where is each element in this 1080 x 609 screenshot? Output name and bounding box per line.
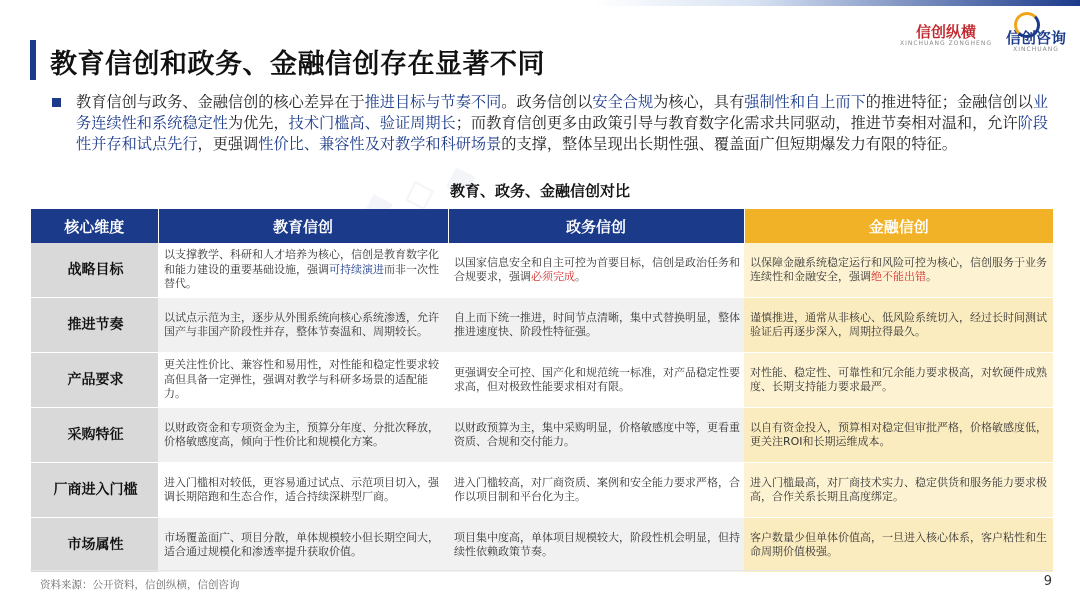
page-number: 9	[1043, 574, 1052, 589]
cell-text: 市场覆盖面广、项目分散，单体规模较小但长期空间大，适合通过规模化和渗透率提升获取价值。	[164, 530, 439, 558]
intro-highlight: 技术门槛高、验证周期长	[288, 114, 456, 132]
cell-text: 以保障金融系统稳定运行和风险可控为核心，信创服务于业务连续性和金融安全，强调	[750, 255, 1047, 283]
row-dimension-label: 推进节奏	[31, 298, 158, 353]
cell-fin	[744, 353, 1053, 408]
cell-edu	[158, 518, 448, 573]
cell-gov	[448, 353, 744, 408]
cell-text: 自上而下统一推进，时间节点清晰，集中式替换明显，整体推进速度快、阶段性特征强。	[454, 310, 740, 338]
cell-text: 进入门槛相对较低，更容易通过试点、示范项目切入，强调长期陪跑和生态合作，适合持续深耕型厂商。	[164, 475, 439, 503]
comparison-table	[31, 209, 1053, 573]
cell-edu	[158, 243, 448, 298]
cell-fin	[744, 408, 1053, 463]
cell-text: 进入门槛较高，对厂商资质、案例和安全能力要求严格，合作以项目制和平台化为主。	[454, 475, 740, 503]
table-row	[31, 408, 1053, 463]
intro-highlight: 阶段性并存和试点先行	[76, 114, 1048, 153]
intro-segment: 为优先，	[227, 114, 289, 132]
table-header-row	[31, 209, 1053, 243]
cell-highlight: 可持续演进	[329, 262, 384, 276]
cell-text: 。	[926, 270, 937, 283]
cell-highlight: 绝不能出错	[871, 270, 926, 283]
watermark: ◆ ◇ ◆	[355, 152, 482, 234]
cell-fin	[744, 298, 1053, 353]
intro-segment: ，更强调	[197, 135, 259, 153]
page-title: 教育信创和政务、金融信创存在显著不同	[50, 49, 545, 80]
row-dimension-label: 战略目标	[31, 243, 158, 298]
cell-gov	[448, 463, 744, 518]
intro-highlight: 安全合规	[592, 93, 654, 111]
cell-fin	[744, 463, 1053, 518]
header-dimension: 核心维度	[31, 209, 158, 243]
header-government: 政务信创	[448, 209, 744, 243]
cell-text: 。	[575, 270, 586, 283]
cell-edu	[158, 353, 448, 408]
intro-highlight: 业务连续性和系统稳定性	[76, 93, 1048, 132]
intro-highlight: 推进目标与节奏不同	[364, 93, 502, 111]
row-dimension-label: 采购特征	[31, 408, 158, 463]
intro-paragraph	[52, 92, 1048, 155]
intro-segment: 教育信创与政务、金融信创的核心差异在于	[76, 93, 365, 111]
table-row	[31, 518, 1053, 573]
intro-text	[52, 92, 1048, 155]
cell-text: 更关注性价比、兼容性和易用性，对性能和稳定性要求较高但具备一定弹性，强调对教学与科研多场景的适配能力。	[164, 358, 439, 401]
cell-text: 谨慎推进，通常从非核心、低风险系统切入，经过长时间测试验证后再逐步深入，周期拉得最久。	[750, 310, 1047, 338]
cell-gov	[448, 518, 744, 573]
cell-text: 客户数量少但单体价值高，一旦进入核心体系，客户粘性和生命周期价值极强。	[750, 530, 1047, 558]
footer-divider	[30, 570, 1052, 571]
cell-fin	[744, 518, 1053, 573]
intro-highlight: 性价比、兼容性及对教学和科研场景	[258, 135, 502, 153]
table-row	[31, 298, 1053, 353]
title-accent-bar	[30, 40, 36, 80]
logo-text: 信创咨询	[1005, 29, 1066, 47]
cell-text: 更强调安全可控、国产化和规范统一标准，对产品稳定性要求高，但对极致性能要求相对有限。	[454, 365, 740, 393]
cell-fin	[744, 243, 1053, 298]
table-title: 教育、政务、金融信创对比	[449, 182, 630, 200]
cell-text: 以自有资金投入，预算相对稳定但审批严格，价格敏感度低，更关注ROI和长期运维成本。	[750, 420, 1047, 448]
cell-text: 对性能、稳定性、可靠性和冗余能力要求极高，对软硬件成熟度、长期支持能力要求最严。	[750, 365, 1047, 393]
top-stripe	[0, 0, 1080, 6]
cell-text: 以国家信息安全和自主可控为首要目标，信创是政治任务和合规要求，强调	[454, 255, 740, 283]
cell-text: 而非一次性替代。	[164, 262, 439, 291]
header-education: 教育信创	[158, 209, 448, 243]
cell-edu	[158, 463, 448, 518]
table-row	[31, 463, 1053, 518]
logo-subtext: XINCHUANG ZONGHENG	[899, 40, 992, 47]
logo-xinchuang-consulting	[1006, 18, 1066, 53]
cell-highlight: 必须完成	[531, 270, 575, 283]
cell-text: 以支撑教学、科研和人才培养为核心，信创是教育数字化和能力建设的重要基础设施，强调	[164, 248, 439, 276]
intro-segment: 的推进特征；金融信创以	[865, 93, 1033, 111]
logo-ring-icon	[1014, 12, 1040, 38]
table-row	[31, 353, 1053, 408]
intro-highlight: 强制性和自上而下	[744, 93, 866, 111]
source-note: 资料来源：公开资料，信创纵横，信创咨询	[40, 579, 240, 591]
logo-text: 信创纵横	[915, 23, 976, 41]
logo-subtext: XINCHUANG	[1013, 46, 1059, 53]
header-finance: 金融信创	[744, 209, 1053, 243]
intro-segment: ；而教育信创更多由政策引导与教育数字化需求共同驱动，推进节奏相对温和，允许	[455, 114, 1018, 132]
table-row	[31, 243, 1053, 298]
cell-text: 以财政资金和专项资金为主，预算分年度、分批次释放，价格敏感度高，倾向于性价比和规模化方案。	[164, 420, 439, 448]
intro-segment: 为核心，具有	[653, 93, 745, 111]
cell-edu	[158, 298, 448, 353]
cell-gov	[448, 408, 744, 463]
cell-text: 进入门槛最高，对厂商技术实力、稳定供货和服务能力要求极高，合作关系长期且高度绑定。	[750, 475, 1047, 503]
intro-segment: 。政务信创以	[501, 93, 593, 111]
intro-segment: 的支撑，整体呈现出长期性强、覆盖面广但短期爆发力有限的特征。	[501, 135, 957, 153]
cell-text: 以财政预算为主，集中采购明显，价格敏感度中等，更看重资质、合规和交付能力。	[454, 420, 740, 448]
logo-xinchuang-zongheng	[900, 24, 992, 47]
row-dimension-label: 厂商进入门槛	[31, 463, 158, 518]
logo-group	[900, 18, 1066, 53]
row-dimension-label: 产品要求	[31, 353, 158, 408]
cell-text: 项目集中度高，单体项目规模较大，阶段性机会明显，但持续性依赖政策节奏。	[454, 530, 740, 558]
cell-edu	[158, 408, 448, 463]
cell-text: 以试点示范为主，逐步从外围系统向核心系统渗透，允许国产与非国产阶段性并存，整体节奏温和、周期较长。	[164, 310, 439, 338]
cell-gov	[448, 298, 744, 353]
row-dimension-label: 市场属性	[31, 518, 158, 573]
cell-gov	[448, 243, 744, 298]
